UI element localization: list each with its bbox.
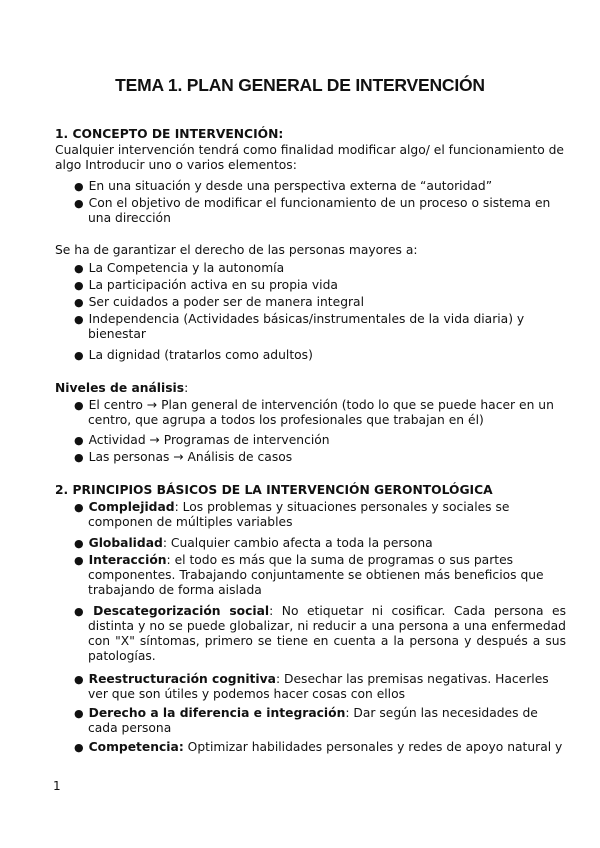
principle-text: : el todo es más que la suma de programas o sus partes componentes. Trabajando conjuntamente se obtienen más beneficios que trabajando de forma aislada: [88, 553, 544, 597]
principle-label: Reestructuración cognitiva: [88, 672, 276, 686]
section1-heading: 1. CONCEPTO DE INTERVENCIÓN:: [55, 127, 284, 141]
rights-bullet: ● La Competencia y la autonomía: [88, 261, 563, 276]
principle-item: [88, 706, 566, 736]
principle-label: Derecho a la diferencia e integración: [88, 706, 346, 720]
levels-heading-colon: :: [184, 381, 189, 395]
rights-bullet: ● Independencia (Actividades básicas/instrumentales de la vida diaria) y bienestar: [88, 312, 563, 342]
principle-text: : Los problemas y situaciones personales y sociales se componen de múltiples variables: [88, 500, 510, 529]
principle-text: Optimizar habilidades personales y redes de apoyo natural y: [183, 740, 563, 754]
principle-item: [88, 553, 566, 598]
principle-label: Complejidad: [88, 500, 175, 514]
page-title: TEMA 1. PLAN GENERAL DE INTERVENCIÓN: [115, 75, 485, 95]
principle-text: : Cualquier cambio afecta a toda la persona: [162, 536, 433, 550]
principle-item: [88, 740, 578, 755]
principle-text: : No etiquetar ni cosificar. Cada persona es distinta y no se puede globalizar, ni reducir a una persona a una enfermedad con "X" síntomas, primero se tiene en cuenta a la persona y después a sus patologías.: [88, 604, 566, 663]
principle-item: [88, 500, 566, 530]
levels-bullet: ● Actividad → Programas de intervención: [88, 433, 566, 448]
levels-bullet: ● Las personas → Análisis de casos: [88, 450, 566, 465]
principle-label: Interacción: [88, 553, 167, 567]
principle-item: [88, 536, 566, 551]
principle-text: : Desechar las premisas negativas. Hacerles ver que son útiles y podemos hacer cosas con ellos: [88, 672, 549, 701]
principle-item: [88, 604, 566, 664]
rights-bullet: ● La participación activa en su propia vida: [88, 278, 563, 293]
principle-item: [88, 672, 566, 702]
page-number: 1: [53, 779, 61, 793]
levels-bullet: ● El centro → Plan general de intervención (todo lo que se puede hacer en un centro, que agrupa a todos los profesionales que trabajan en él): [88, 398, 566, 428]
concept-bullet: ● En una situación y desde una perspectiva externa de “autoridad”: [88, 179, 568, 194]
principle-text: : Dar según las necesidades de cada persona: [88, 706, 538, 735]
rights-intro: Se ha de garantizar el derecho de las personas mayores a:: [55, 243, 418, 257]
section1-intro: Cualquier intervención tendrá como finalidad modificar algo/ el funcionamiento de algo Introducir uno o varios elementos:: [55, 143, 564, 172]
rights-bullet: ● Ser cuidados a poder ser de manera integral: [88, 295, 563, 310]
levels-heading-text: Niveles de análisis: [55, 381, 185, 395]
rights-bullet: ● La dignidad (tratarlos como adultos): [88, 348, 563, 363]
levels-heading: [55, 381, 188, 396]
section2-heading: 2. PRINCIPIOS BÁSICOS DE LA INTERVENCIÓN GERONTOLÓGICA: [55, 483, 493, 497]
concept-bullet: ● Con el objetivo de modificar el funcionamiento de un proceso o sistema en una dirección: [88, 196, 568, 226]
principle-label: Globalidad: [88, 536, 163, 550]
principle-label: Competencia:: [88, 740, 184, 754]
principle-label: Descategorización social: [93, 604, 270, 618]
